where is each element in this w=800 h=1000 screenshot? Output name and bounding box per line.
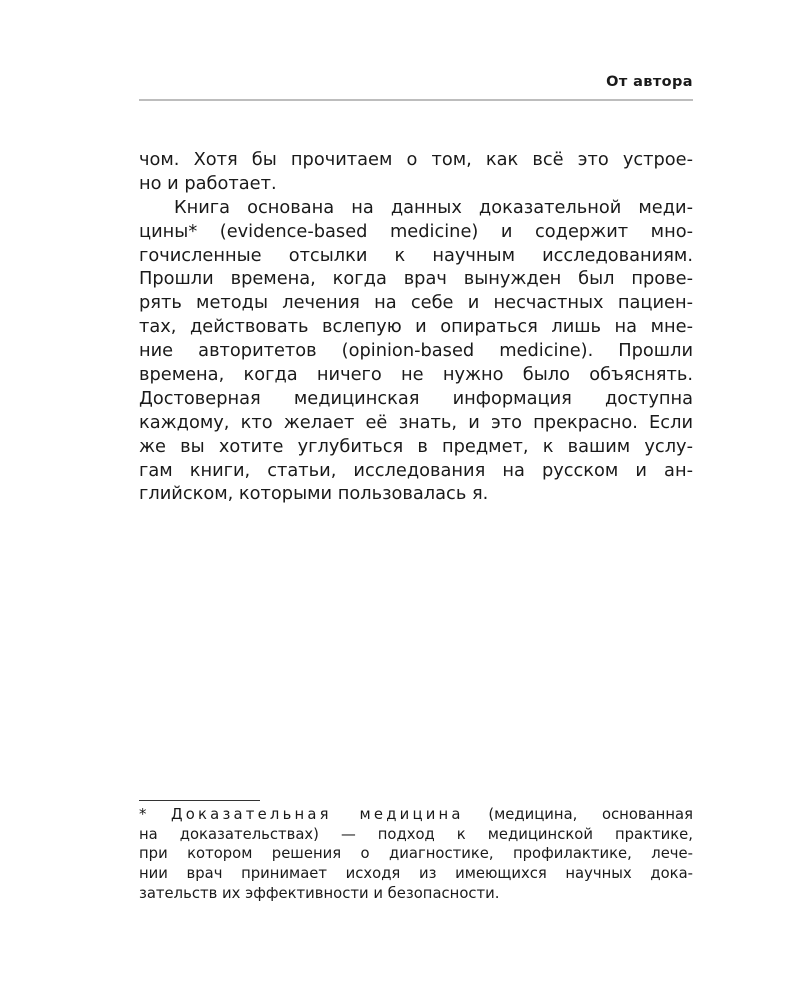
text-line: цины* (evidence-based medicine) и содержит мно- xyxy=(139,220,693,242)
footnote-term: Доказательная медицина xyxy=(171,806,464,823)
main-text xyxy=(139,148,693,506)
text-line: Достоверная медицинская информация доступна xyxy=(139,387,693,409)
text-line: же вы хотите углубиться в предмет, к вашим услу- xyxy=(139,435,693,457)
text-line: глийском, которыми пользовалась я. xyxy=(139,483,489,505)
footnote xyxy=(139,805,693,903)
footnote-line xyxy=(139,805,693,825)
text-line: рять методы лечения на себе и несчастных пациен- xyxy=(139,292,693,314)
text-line: ние авторитетов (opinion-based medicine). Прошли xyxy=(139,340,693,362)
footnote-line: при котором решения о диагностике, профилактике, лече- xyxy=(139,845,693,863)
text-line: гам книги, статьи, исследования на русском и ан- xyxy=(139,459,693,481)
running-title: От автора xyxy=(606,74,693,90)
footnote-rule xyxy=(139,800,260,801)
text-line: чом. Хотя бы прочитаем о том, как всё это устрое- xyxy=(139,149,693,170)
footnote-line: на доказательствах) — подход к медицинской практике, xyxy=(139,825,693,843)
header-rule xyxy=(139,99,693,101)
text-line: времена, когда ничего не нужно было объяснять. xyxy=(139,364,693,386)
text-line: тах, действовать вслепую и опираться лишь на мне- xyxy=(139,316,693,338)
text-line: каждому, кто желает её знать, и это прекрасно. Если xyxy=(139,411,693,433)
text-line: Прошли времена, когда врач вынужден был прове- xyxy=(139,268,693,290)
footnote-marker: * xyxy=(139,806,147,823)
footnote-line1-rest: (медицина, основанная xyxy=(488,806,693,823)
text-line: гочисленные отсылки к научным исследованиям. xyxy=(139,244,693,266)
footnote-line: зательств их эффективности и безопасности. xyxy=(139,884,500,902)
text-line: но и работает. xyxy=(139,172,277,194)
footnote-line: нии врач принимает исходя из имеющихся научных дока- xyxy=(139,865,693,883)
text-line: Книга основана на данных доказательной меди- xyxy=(174,196,693,218)
